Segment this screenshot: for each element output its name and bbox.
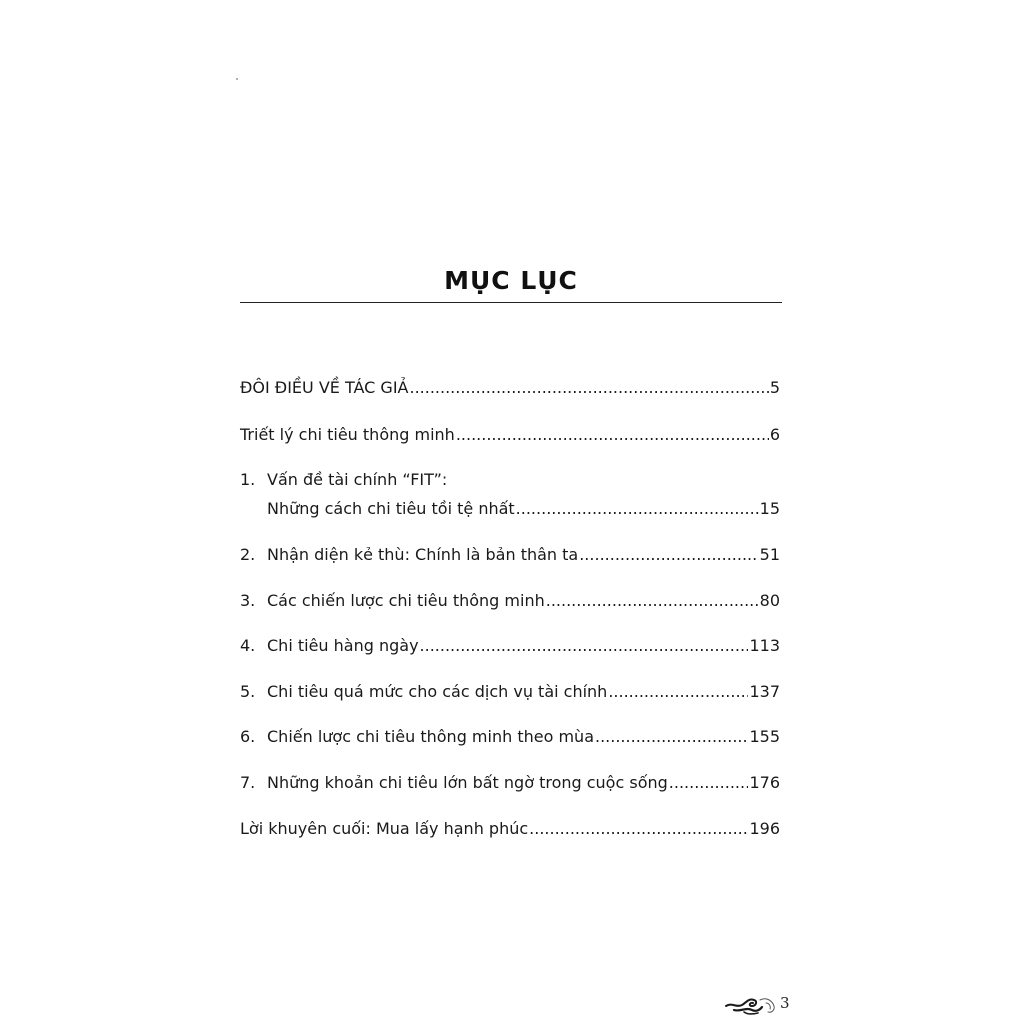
toc-entry-philosophy xyxy=(240,425,780,445)
dot-leader xyxy=(420,636,749,656)
page-folio xyxy=(722,994,794,1018)
toc-entry-chapter-5 xyxy=(240,682,780,702)
toc-entry-label: Những khoản chi tiêu lớn bất ngờ trong cuộc sống xyxy=(267,773,668,792)
toc-entry-label: Triết lý chi tiêu thông minh xyxy=(240,425,455,444)
toc-entry-label: Các chiến lược chi tiêu thông minh xyxy=(267,591,545,610)
toc-entry-number: 7. xyxy=(240,773,256,792)
toc-entry-label: Chi tiêu hàng ngày xyxy=(267,636,419,655)
toc-entry-final-advice xyxy=(240,819,780,839)
toc-entry-number: 6. xyxy=(240,727,256,746)
toc-entry-page: 51 xyxy=(759,545,780,564)
toc-entry-chapter-1 xyxy=(240,470,780,519)
page-title: MỤC LỤC xyxy=(444,266,578,295)
toc-entry-page: 196 xyxy=(749,819,780,838)
toc-entry-about-author xyxy=(240,378,780,398)
toc-entry-page: 176 xyxy=(749,773,780,792)
toc-entry-label: Lời khuyên cuối: Mua lấy hạnh phúc xyxy=(240,819,529,838)
title-underline xyxy=(240,302,782,303)
toc-entry-number: 1. xyxy=(240,470,256,489)
page-number: 3 xyxy=(780,994,790,1012)
toc-entry-number: 5. xyxy=(240,682,256,701)
toc-entry-page: 155 xyxy=(749,727,780,746)
dot-leader xyxy=(595,727,748,747)
dot-leader xyxy=(456,425,769,445)
toc-entry-chapter-4 xyxy=(240,636,780,656)
dot-leader xyxy=(608,682,748,702)
toc-entry-label: Chi tiêu quá mức cho các dịch vụ tài chính xyxy=(267,682,608,701)
dot-leader xyxy=(546,591,759,611)
dot-leader xyxy=(516,499,759,519)
toc-entry-number: 3. xyxy=(240,591,256,610)
toc-entry-chapter-7 xyxy=(240,773,780,793)
toc-entry-page: 6 xyxy=(769,425,780,444)
toc-entry-chapter-6 xyxy=(240,727,780,747)
toc-entry-label: Nhận diện kẻ thù: Chính là bản thân ta xyxy=(267,545,579,564)
toc-entry-page: 137 xyxy=(749,682,780,701)
toc-entry-page: 113 xyxy=(749,636,780,655)
dot-leader xyxy=(579,545,758,565)
toc-entry-label: Chiến lược chi tiêu thông minh theo mùa xyxy=(267,727,594,746)
dot-leader xyxy=(669,773,749,793)
dot-leader xyxy=(409,378,768,398)
toc-entry-number: 4. xyxy=(240,636,256,655)
toc-entry-label: ĐÔI ĐIỀU VỀ TÁC GIẢ xyxy=(240,378,409,397)
toc-entry-chapter-3 xyxy=(240,591,780,611)
toc-entry-page: 80 xyxy=(759,591,780,610)
dot-leader xyxy=(529,819,748,839)
toc-entry-page: 5 xyxy=(769,378,780,397)
decorative-flourish-icon xyxy=(722,994,780,1018)
toc-entry-number: 2. xyxy=(240,545,256,564)
toc-entry-chapter-2 xyxy=(240,545,780,565)
toc-entry-label-line2: Những cách chi tiêu tồi tệ nhất xyxy=(267,499,515,518)
toc-entry-page: 15 xyxy=(759,499,780,518)
paper-speck xyxy=(236,78,238,80)
toc-entry-label: Vấn đề tài chính “FIT”: xyxy=(267,470,448,489)
